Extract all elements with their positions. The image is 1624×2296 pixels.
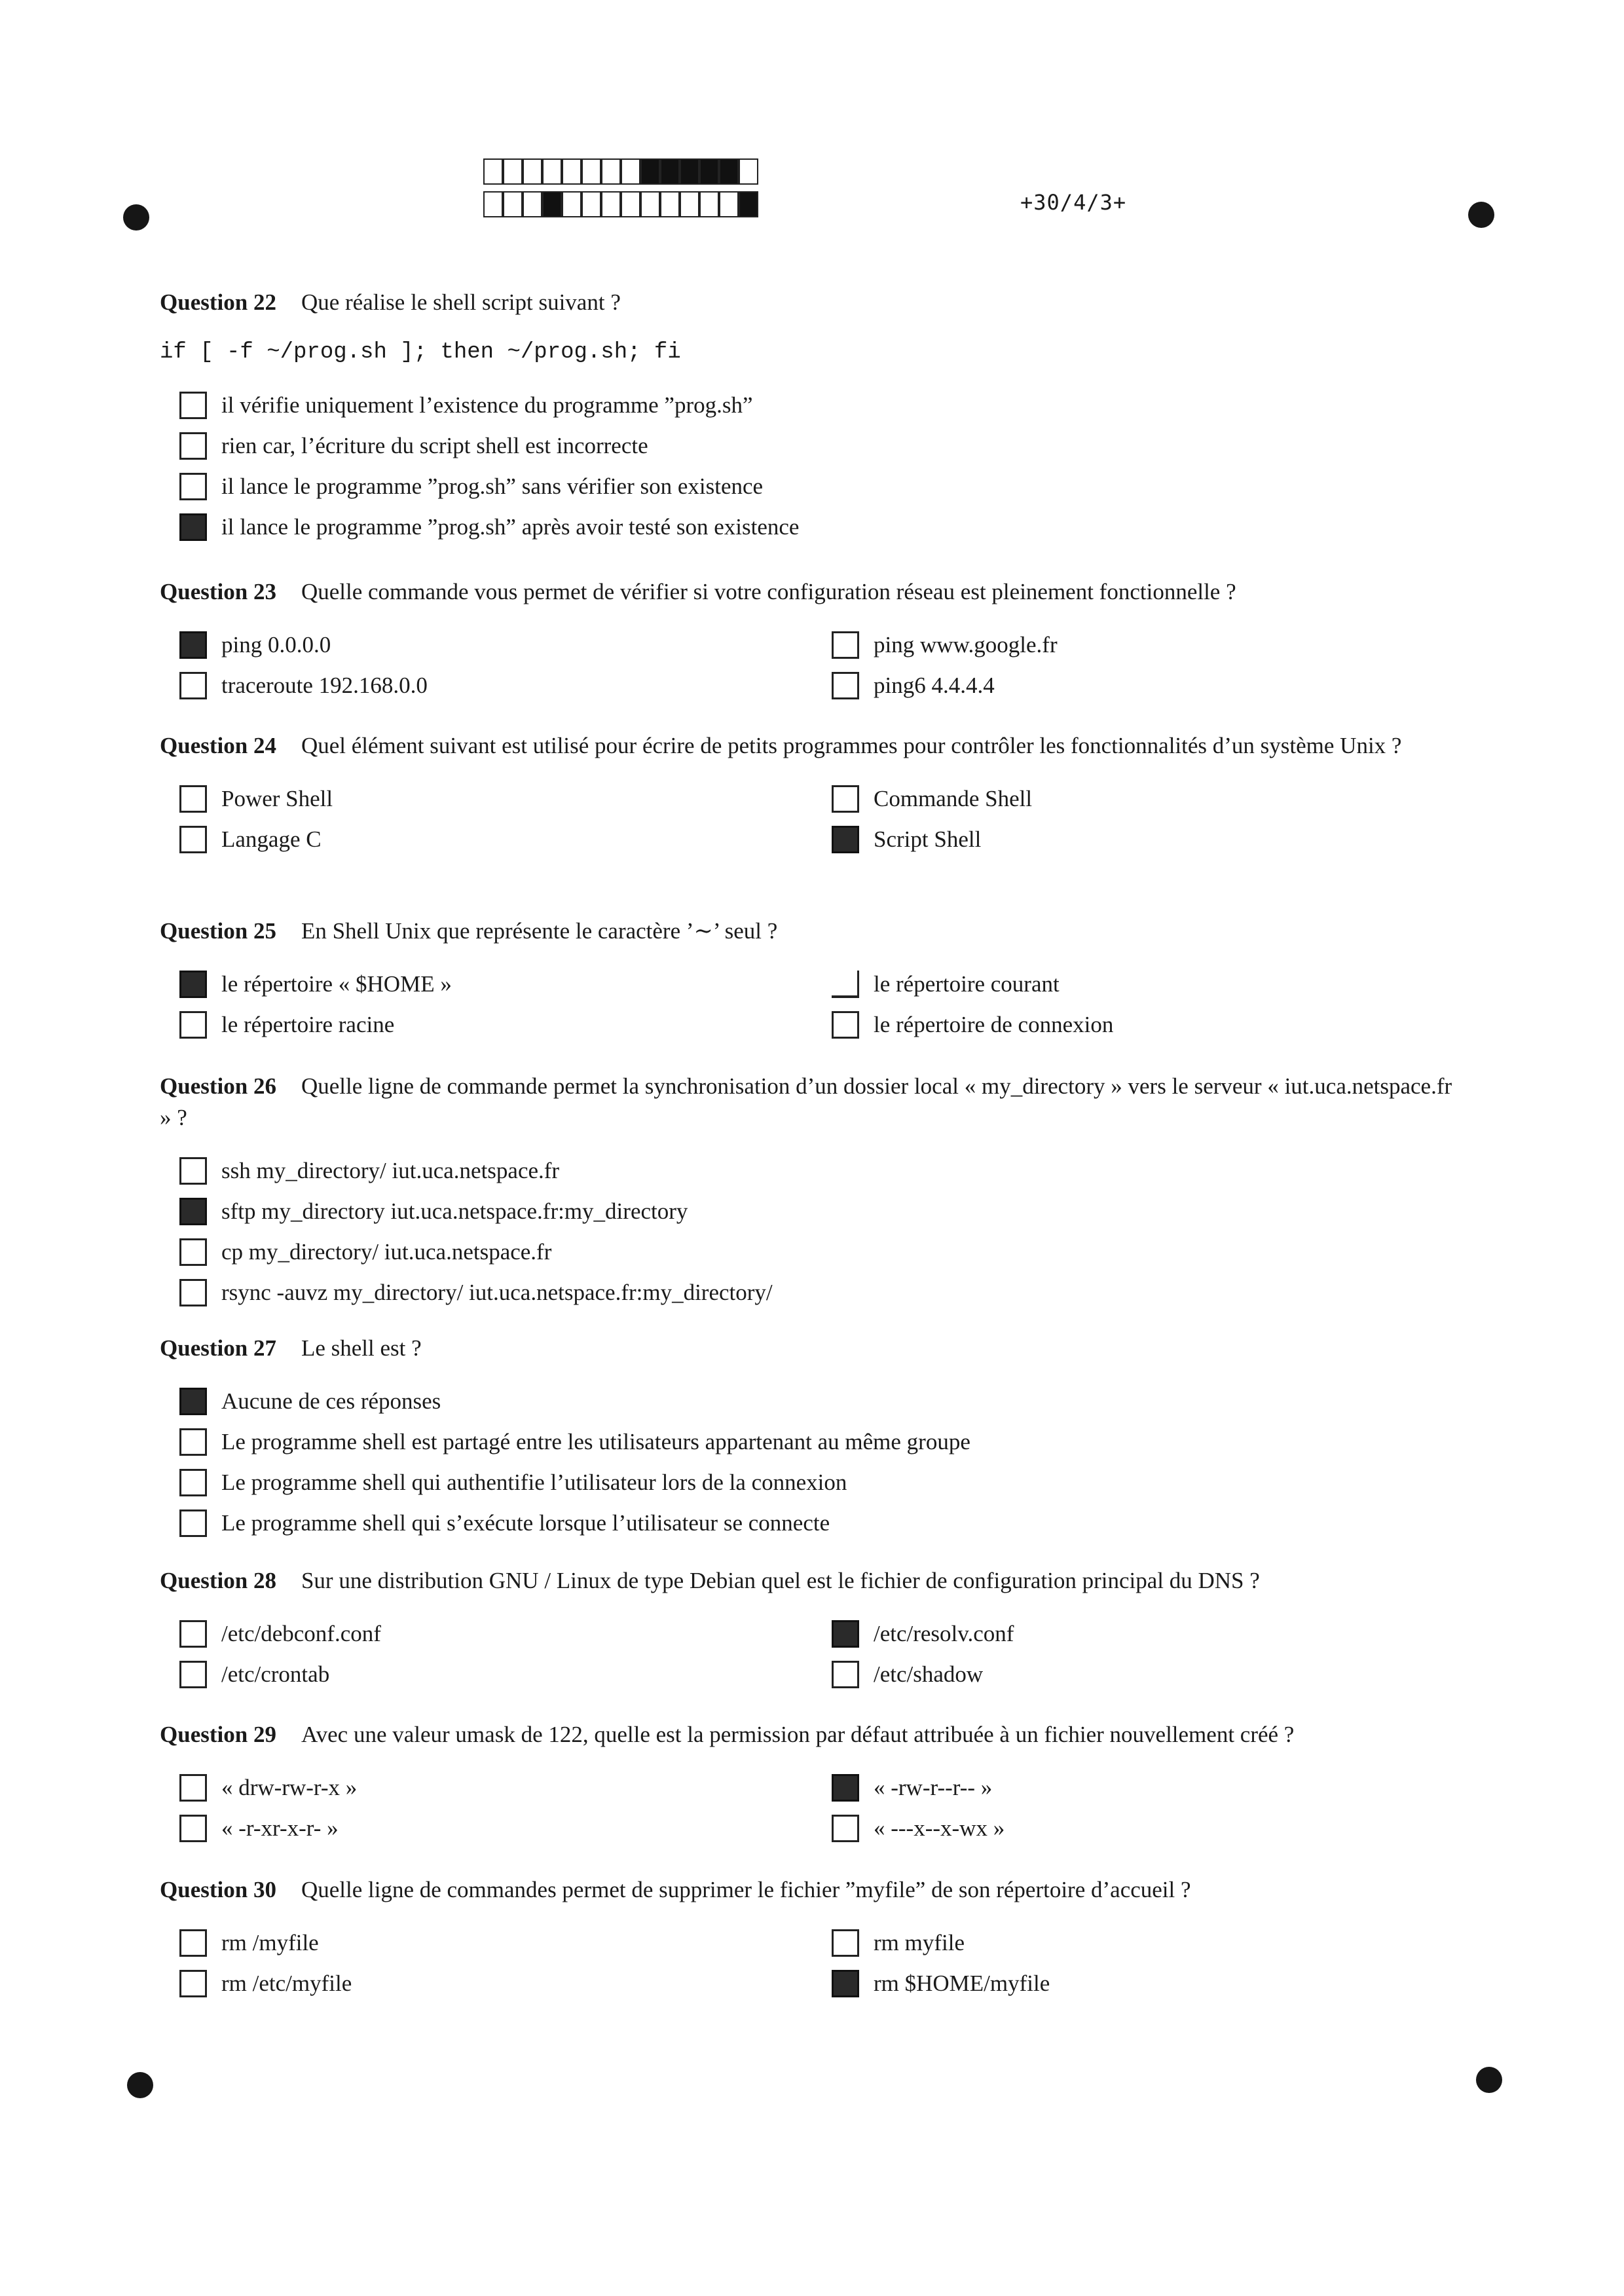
- question-code: if [ -f ~/prog.sh ]; then ~/prog.sh; fi: [160, 340, 681, 365]
- answer-checkbox[interactable]: [179, 1198, 207, 1225]
- answer-option[interactable]: [160, 1191, 1464, 1232]
- registration-mark-bottom-left: [127, 2072, 153, 2098]
- answer-checkbox[interactable]: [832, 971, 859, 998]
- barcode-cell: [640, 158, 660, 185]
- answer-checkbox[interactable]: [832, 1774, 859, 1802]
- answer-option[interactable]: [812, 1768, 1464, 1808]
- answer-label: il lance le programme ”prog.sh” sans vérifier son existence: [221, 473, 764, 499]
- question-number: Question 24: [160, 733, 276, 758]
- question-text: Que réalise le shell script suivant ?: [301, 289, 621, 315]
- answer-option[interactable]: [812, 964, 1464, 1005]
- barcode-cell: [503, 158, 523, 185]
- answer-option[interactable]: [160, 1614, 812, 1654]
- barcode-row: [483, 191, 758, 220]
- answer-option[interactable]: [812, 665, 1464, 706]
- question-number: Question 23: [160, 579, 276, 604]
- answer-label: « ---x--x-wx »: [874, 1815, 1005, 1841]
- answer-list: [160, 1614, 1464, 1695]
- barcode-cell: [581, 191, 601, 217]
- question-header: [160, 1719, 1464, 1750]
- barcode-cell: [601, 191, 621, 217]
- answer-option[interactable]: [812, 625, 1464, 665]
- answer-list: [160, 385, 1464, 547]
- registration-mark-top-left: [123, 204, 149, 231]
- answer-option[interactable]: [160, 1151, 1464, 1191]
- barcode-cell: [680, 158, 699, 185]
- question-header: [160, 1874, 1464, 1906]
- answer-checkbox[interactable]: [179, 1661, 207, 1688]
- answer-checkbox[interactable]: [179, 432, 207, 460]
- question-block: [160, 730, 1464, 860]
- answer-label: sftp my_directory iut.uca.netspace.fr:my_directory: [221, 1198, 688, 1224]
- answer-option[interactable]: [812, 1614, 1464, 1654]
- answer-option[interactable]: [160, 964, 812, 1005]
- answer-option[interactable]: [160, 1963, 812, 2004]
- answer-checkbox[interactable]: [832, 1970, 859, 1997]
- answer-label: ssh my_directory/ iut.uca.netspace.fr: [221, 1158, 560, 1183]
- question-block: [160, 916, 1464, 1045]
- answer-list: [160, 1768, 1464, 1849]
- question-text: Sur une distribution GNU / Linux de type Debian quel est le fichier de configuration principal du DNS ?: [301, 1568, 1260, 1593]
- answer-checkbox[interactable]: [179, 1469, 207, 1496]
- barcode-cell: [660, 191, 680, 217]
- barcode-cell: [562, 158, 581, 185]
- answer-label: /etc/debconf.conf: [221, 1621, 381, 1646]
- question-text: Le shell est ?: [301, 1335, 422, 1361]
- answer-option[interactable]: [160, 1462, 1464, 1503]
- question-number: Question 25: [160, 918, 276, 944]
- barcode-cell: [483, 191, 503, 217]
- answer-checkbox[interactable]: [832, 1011, 859, 1039]
- barcode-cell: [483, 158, 503, 185]
- answer-label: rm $HOME/myfile: [874, 1971, 1050, 1996]
- answer-label: Le programme shell qui s’exécute lorsque l’utilisateur se connecte: [221, 1510, 830, 1536]
- question-text: En Shell Unix que représente le caractère ’∼’ seul ?: [301, 918, 778, 944]
- answer-option[interactable]: [160, 1923, 812, 1963]
- answer-checkbox[interactable]: [179, 1509, 207, 1537]
- answer-checkbox[interactable]: [832, 1661, 859, 1688]
- question-number: Question 27: [160, 1335, 276, 1361]
- barcode-cell: [503, 191, 523, 217]
- question-number: Question 22: [160, 289, 276, 315]
- barcode-cell: [601, 158, 621, 185]
- answer-checkbox[interactable]: [179, 1011, 207, 1039]
- question-block: [160, 576, 1464, 706]
- barcode-cell: [523, 158, 542, 185]
- answer-label: le répertoire racine: [221, 1012, 395, 1037]
- barcode-cell: [621, 191, 640, 217]
- registration-mark-top-right: [1468, 202, 1494, 228]
- answer-label: rm myfile: [874, 1930, 965, 1955]
- question-text: Quelle ligne de commande permet la synchronisation d’un dossier local « my_directory » vers le serveur « iut.uca.netspace.fr » ?: [160, 1073, 1452, 1130]
- answer-option[interactable]: [160, 819, 812, 860]
- answer-checkbox[interactable]: [832, 1815, 859, 1842]
- answer-label: « -r-xr-x-r- »: [221, 1815, 339, 1841]
- question-block: [160, 1333, 1464, 1544]
- barcode-row: [483, 158, 758, 187]
- answer-label: Langage C: [221, 826, 322, 852]
- answer-label: « -rw-r--r-- »: [874, 1775, 993, 1800]
- answer-checkbox[interactable]: [832, 1620, 859, 1648]
- barcode-cell: [640, 191, 660, 217]
- barcode-cell: [739, 158, 758, 185]
- answer-checkbox[interactable]: [832, 1929, 859, 1957]
- answer-checkbox[interactable]: [179, 1428, 207, 1456]
- answer-list: [160, 964, 1464, 1045]
- answer-checkbox[interactable]: [179, 631, 207, 659]
- barcode-cell: [542, 158, 562, 185]
- answer-checkbox[interactable]: [179, 1970, 207, 1997]
- question-header: [160, 916, 1464, 947]
- barcode-cell: [523, 191, 542, 217]
- answer-option[interactable]: [160, 507, 1464, 547]
- answer-label: « drw-rw-r-x »: [221, 1775, 358, 1800]
- answer-option[interactable]: [160, 1422, 1464, 1462]
- question-block: [160, 1565, 1464, 1695]
- answer-label: /etc/resolv.conf: [874, 1621, 1014, 1646]
- question-block: [160, 287, 1464, 547]
- question-number: Question 28: [160, 1568, 276, 1593]
- answer-list: [160, 779, 1464, 860]
- answer-label: Power Shell: [221, 786, 333, 811]
- answer-label: le répertoire « $HOME »: [221, 971, 452, 997]
- barcode-cell: [581, 158, 601, 185]
- answer-label: ping 0.0.0.0: [221, 632, 331, 657]
- answer-checkbox[interactable]: [179, 971, 207, 998]
- barcode-cell: [562, 191, 581, 217]
- answer-label: rm /etc/myfile: [221, 1971, 352, 1996]
- answer-label: /etc/crontab: [221, 1661, 330, 1687]
- answer-option[interactable]: [160, 1005, 812, 1045]
- answer-label: rm /myfile: [221, 1930, 319, 1955]
- answer-checkbox[interactable]: [179, 473, 207, 500]
- answer-label: rsync -auvz my_directory/ iut.uca.netspace.fr:my_directory/: [221, 1280, 773, 1305]
- answer-checkbox[interactable]: [179, 1620, 207, 1648]
- answer-label: /etc/shadow: [874, 1661, 984, 1687]
- page-code: +30/4/3+: [1020, 190, 1127, 215]
- answer-checkbox[interactable]: [179, 1238, 207, 1266]
- answer-option[interactable]: [160, 1232, 1464, 1272]
- answer-label: Le programme shell est partagé entre les utilisateurs appartenant au même groupe: [221, 1429, 970, 1454]
- answer-checkbox[interactable]: [179, 1815, 207, 1842]
- question-block: [160, 1071, 1464, 1313]
- answer-label: Script Shell: [874, 826, 982, 852]
- answer-list: [160, 625, 1464, 706]
- barcode-cell: [719, 158, 739, 185]
- answer-option[interactable]: [812, 819, 1464, 860]
- barcode-cell: [719, 191, 739, 217]
- answer-option[interactable]: [160, 1808, 812, 1849]
- answer-option[interactable]: [160, 385, 1464, 426]
- answer-option[interactable]: [160, 625, 812, 665]
- question-number: Question 30: [160, 1877, 276, 1902]
- answer-option[interactable]: [812, 779, 1464, 819]
- answer-checkbox[interactable]: [179, 1388, 207, 1415]
- answer-option[interactable]: [160, 1503, 1464, 1544]
- question-header: [160, 287, 1464, 318]
- answer-option[interactable]: [812, 1808, 1464, 1849]
- page-barcode: [483, 158, 758, 224]
- question-text: Quelle commande vous permet de vérifier si votre configuration réseau est pleinement fonctionnelle ?: [301, 579, 1236, 604]
- answer-label: le répertoire de connexion: [874, 1012, 1114, 1037]
- answer-option[interactable]: [812, 1923, 1464, 1963]
- answer-label: Le programme shell qui authentifie l’utilisateur lors de la connexion: [221, 1470, 847, 1495]
- answer-label: Commande Shell: [874, 786, 1033, 811]
- answer-checkbox[interactable]: [179, 513, 207, 541]
- answer-option[interactable]: [160, 1272, 1464, 1313]
- answer-label: il vérifie uniquement l’existence du programme ”prog.sh”: [221, 392, 753, 418]
- answer-checkbox[interactable]: [179, 1774, 207, 1802]
- answer-option[interactable]: [160, 1768, 812, 1808]
- question-block: [160, 1874, 1464, 2004]
- barcode-cell: [680, 191, 699, 217]
- answer-checkbox[interactable]: [179, 785, 207, 813]
- question-header: [160, 576, 1464, 608]
- answer-label: cp my_directory/ iut.uca.netspace.fr: [221, 1239, 552, 1265]
- answer-checkbox[interactable]: [179, 1279, 207, 1306]
- question-text: Quel élément suivant est utilisé pour écrire de petits programmes pour contrôler les fonctionnalités d’un système Unix ?: [301, 733, 1402, 758]
- answer-checkbox[interactable]: [179, 672, 207, 699]
- answer-label: Aucune de ces réponses: [221, 1388, 441, 1414]
- barcode-cell: [542, 191, 562, 217]
- barcode-cell: [699, 191, 719, 217]
- registration-mark-bottom-right: [1476, 2067, 1502, 2093]
- answer-option[interactable]: [160, 1381, 1464, 1422]
- answer-list: [160, 1381, 1464, 1544]
- answer-checkbox[interactable]: [179, 826, 207, 853]
- question-number: Question 29: [160, 1722, 276, 1747]
- barcode-cell: [621, 158, 640, 185]
- answer-label: rien car, l’écriture du script shell est incorrecte: [221, 433, 648, 458]
- barcode-cell: [660, 158, 680, 185]
- answer-checkbox[interactable]: [179, 1157, 207, 1185]
- answer-option[interactable]: [160, 779, 812, 819]
- answer-label: il lance le programme ”prog.sh” après avoir testé son existence: [221, 514, 800, 540]
- answer-option[interactable]: [812, 1005, 1464, 1045]
- answer-list: [160, 1923, 1464, 2004]
- answer-label: ping www.google.fr: [874, 632, 1058, 657]
- answer-option[interactable]: [160, 426, 1464, 466]
- answer-checkbox[interactable]: [832, 672, 859, 699]
- answer-label: traceroute 192.168.0.0: [221, 673, 428, 698]
- answer-checkbox[interactable]: [832, 785, 859, 813]
- answer-option[interactable]: [160, 665, 812, 706]
- answer-label: le répertoire courant: [874, 971, 1060, 997]
- answer-label: ping6 4.4.4.4: [874, 673, 995, 698]
- question-header: [160, 730, 1464, 762]
- question-header: [160, 1565, 1464, 1597]
- answer-checkbox[interactable]: [832, 631, 859, 659]
- answer-option[interactable]: [812, 1654, 1464, 1695]
- answer-checkbox[interactable]: [179, 1929, 207, 1957]
- answer-checkbox[interactable]: [179, 392, 207, 419]
- question-block: [160, 1719, 1464, 1849]
- question-number: Question 26: [160, 1073, 276, 1099]
- answer-option[interactable]: [160, 466, 1464, 507]
- question-text: Avec une valeur umask de 122, quelle est la permission par défaut attribuée à un fichier nouvellement créé ?: [301, 1722, 1295, 1747]
- answer-list: [160, 1151, 1464, 1313]
- answer-option[interactable]: [812, 1963, 1464, 2004]
- answer-option[interactable]: [160, 1654, 812, 1695]
- barcode-cell: [699, 158, 719, 185]
- question-text: Quelle ligne de commandes permet de supprimer le fichier ”myfile” de son répertoire d’accueil ?: [301, 1877, 1191, 1902]
- barcode-cell: [739, 191, 758, 217]
- answer-checkbox[interactable]: [832, 826, 859, 853]
- question-header: [160, 1071, 1464, 1134]
- question-header: [160, 1333, 1464, 1364]
